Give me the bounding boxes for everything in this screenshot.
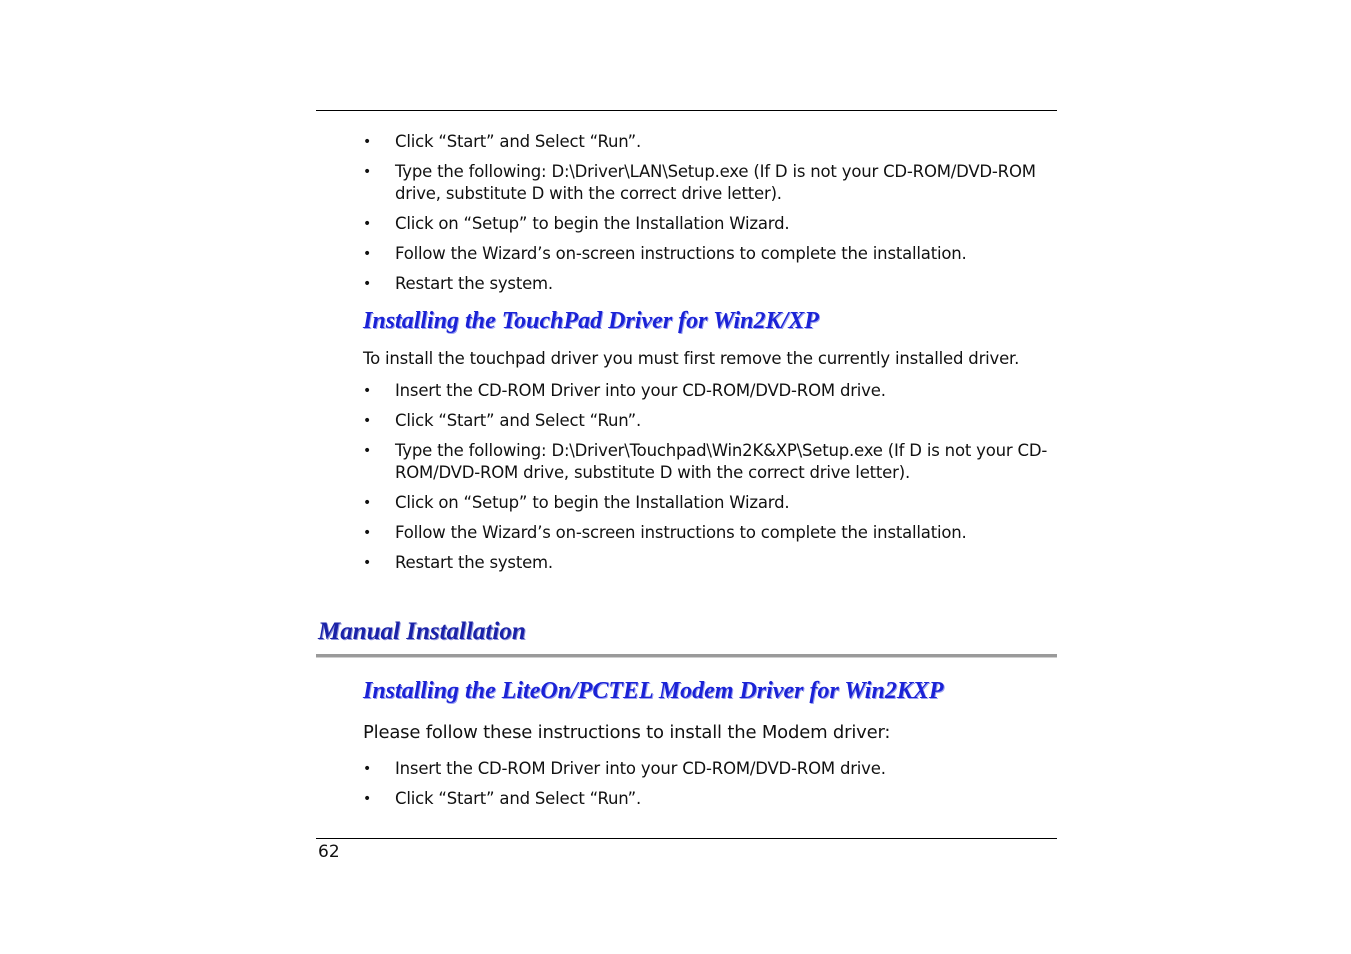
- touchpad-steps-list: [363, 380, 1053, 582]
- list-item: • Click on “Setup” to begin the Installation Wizard.: [363, 214, 790, 233]
- list-item: • Type the following: D:\Driver\LAN\Setup.exe (If D is not your CD-ROM/DVD-ROM drive, substitute D with the correct drive letter).: [363, 162, 1036, 203]
- list-item: • Click “Start” and Select “Run”.: [363, 411, 642, 430]
- list-item: • Restart the system.: [363, 274, 553, 293]
- bullet-icon: •: [363, 164, 372, 180]
- bullet-icon: •: [363, 495, 372, 511]
- bullet-icon: •: [363, 555, 372, 571]
- modem-steps-list: [363, 758, 1053, 818]
- bullet-icon: •: [363, 761, 372, 777]
- modem-intro: Please follow these instructions to install the Modem driver:: [363, 722, 891, 743]
- bullet-icon: •: [363, 443, 372, 459]
- page-number: 62: [318, 842, 340, 862]
- bullet-icon: •: [363, 134, 372, 150]
- list-item: • Click “Start” and Select “Run”.: [363, 789, 642, 808]
- bullet-icon: •: [363, 216, 372, 232]
- list-item: • Restart the system.: [363, 553, 553, 572]
- modem-heading: Installing the LiteOn/PCTEL Modem Driver for Win2KXP: [363, 678, 944, 704]
- list-item: • Insert the CD-ROM Driver into your CD-ROM/DVD-ROM drive.: [363, 381, 886, 400]
- bullet-icon: •: [363, 525, 372, 541]
- bullet-icon: •: [363, 276, 372, 292]
- bullet-icon: •: [363, 246, 372, 262]
- manual-installation-heading: Manual Installation: [318, 618, 526, 645]
- bullet-icon: •: [363, 791, 372, 807]
- bottom-rule: [316, 838, 1057, 839]
- touchpad-heading: Installing the TouchPad Driver for Win2K/XP: [363, 308, 819, 334]
- list-item: • Insert the CD-ROM Driver into your CD-ROM/DVD-ROM drive.: [363, 759, 886, 778]
- list-item: • Follow the Wizard’s on-screen instructions to complete the installation.: [363, 523, 967, 542]
- list-item: • Click “Start” and Select “Run”.: [363, 132, 642, 151]
- list-item: • Click on “Setup” to begin the Installation Wizard.: [363, 493, 790, 512]
- section-divider: [316, 654, 1057, 658]
- list-item: • Follow the Wizard’s on-screen instructions to complete the installation.: [363, 244, 967, 263]
- top-rule: [316, 110, 1057, 111]
- bullet-icon: •: [363, 383, 372, 399]
- bullet-icon: •: [363, 413, 372, 429]
- touchpad-intro: To install the touchpad driver you must first remove the currently installed driver.: [363, 349, 1020, 368]
- lan-steps-list: [363, 131, 1053, 303]
- list-item: • Type the following: D:\Driver\Touchpad\Win2K&XP\Setup.exe (If D is not your CD-ROM/DVD-ROM drive, substitute D with the correct drive letter).: [363, 441, 1048, 482]
